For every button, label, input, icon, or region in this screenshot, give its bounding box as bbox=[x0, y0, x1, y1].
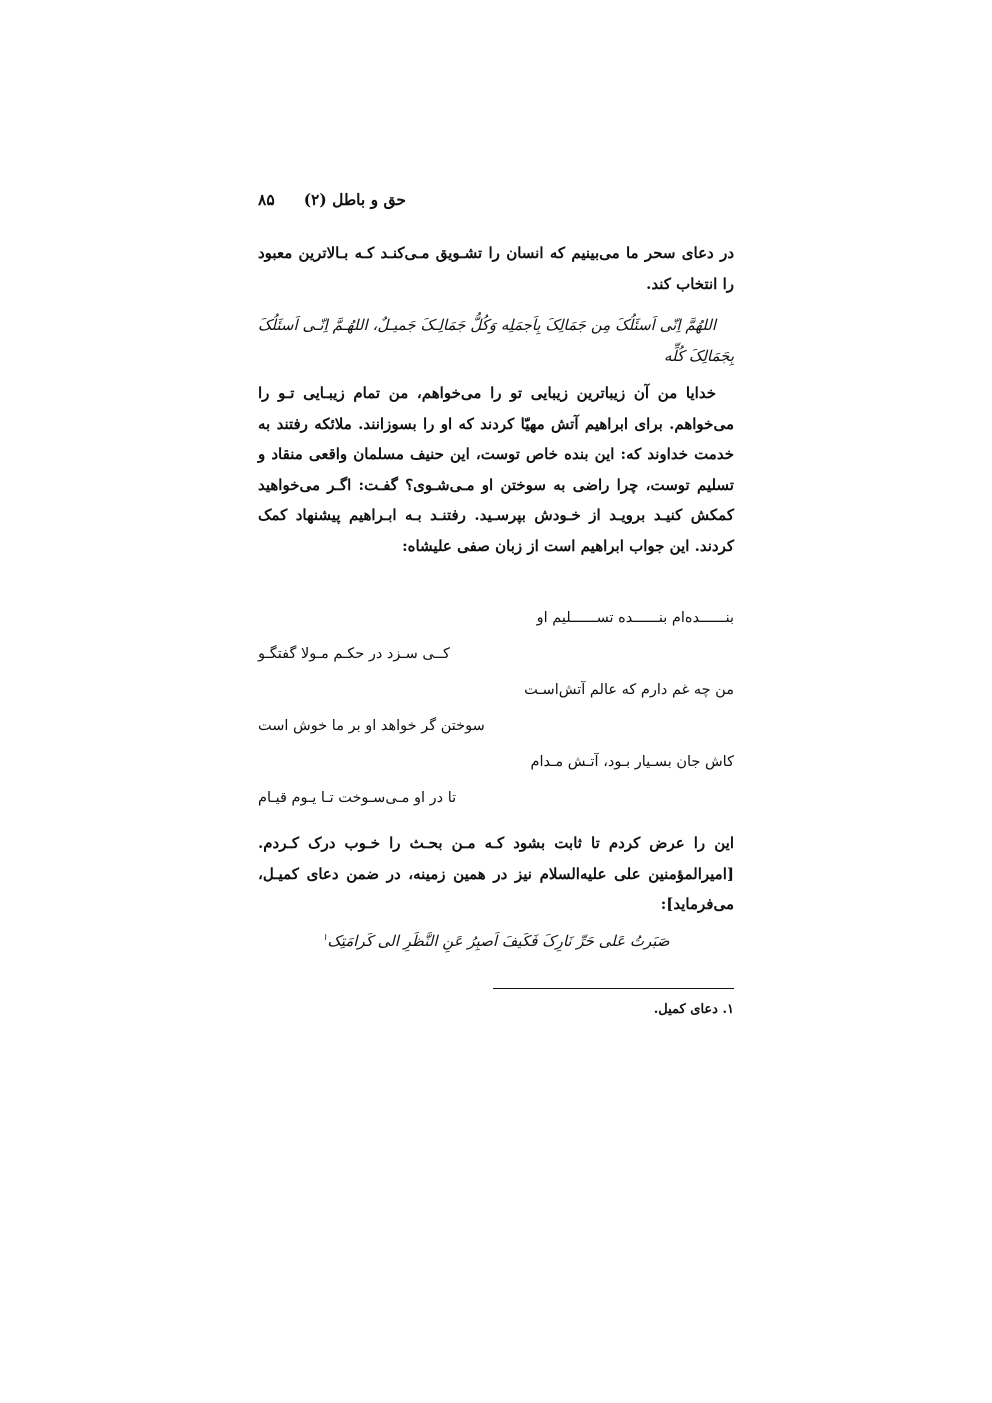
translation-paragraph: خدایا من آن زیباترین زیبایی تو را می‌خواهم، من تمام زیبـایی تـو را می‌خواهم. برای ابراهیم آتش مهیّا کردند که او را بسوزانند. ملائکه رفتند به خدمت خداوند که: این بنده خاص توست، این حنیف مسلمان واقعی منقاد و تسلیم توست، چرا راضی به سوختن او مـی‌شـوی؟ گفـت: اگـر می‌خواهید کمکش کنیـد برویـد از خـودش بپرسـید. رفتنـد بـه ابـراهیم پیشنهاد کمک کردند. این جواب ابراهیم است از زبان صفی علیشاه: bbox=[258, 384, 734, 555]
poem bbox=[258, 610, 734, 810]
conclusion-paragraph: این را عرض کردم تا ثابت بشود کـه مـن بحـث را خـوب درک کـردم. [امیرالمؤمنین علی علیه‌السلام نیز در همین زمینه، در ضمن دعای کمیـل، می‌فرماید]: bbox=[258, 834, 734, 913]
poem-line-3-second-hemistich: تا در او مـی‌سـوخت تـا یـوم قیـام bbox=[258, 790, 457, 806]
arabic-prayer-text: اللهُمَّ اِنّی اَسئَلُکَ مِن جَمَالِکَ بِاَجمَلِه وَکُلُّ جَمَالِـکَ جَمیـلٌ، اللهُـمَّ اِنّـی اَسئَلُکَ بِجَمَالِکَ کُلِّه bbox=[258, 316, 734, 365]
poem-line-1-second-hemistich: کــی سـزد در حکـم مـولا گفتگـو bbox=[258, 646, 450, 662]
running-title: حق و باطل (۲) bbox=[303, 190, 406, 209]
poem-line-2-second-hemistich: سوختن گر خواهد او بر ما خوش است bbox=[258, 718, 485, 734]
poem-line-1-first-hemistich: بنــــــده‌ام بنــــــده تســــــلیم او bbox=[536, 610, 734, 626]
translation-paragraph-block bbox=[258, 378, 734, 561]
footnote-divider bbox=[493, 988, 734, 989]
closing-prayer bbox=[258, 932, 734, 950]
intro-paragraph-block bbox=[258, 238, 734, 299]
intro-paragraph: در دعای سحر ما می‌بینیم که انسان را تشـویق مـی‌کنـد کـه بـالاترین معبود را انتخاب کند. bbox=[258, 244, 734, 293]
page-header bbox=[258, 190, 734, 218]
page-number: ۸۵ bbox=[258, 190, 275, 209]
footnote bbox=[258, 1002, 734, 1017]
closing-prayer-text: صَبَرتُ عَلی حَرِّ نَارِکَ فَکَیفَ اَصبِرُ عَنِ النَّظَرِ الی کَرامَتِک bbox=[327, 932, 670, 950]
prayer-block bbox=[258, 310, 734, 371]
conclusion-paragraph-block bbox=[258, 828, 734, 920]
poem-line-2-first-hemistich: من چه غم دارم که عالم آتش‌اسـت bbox=[524, 682, 734, 698]
poem-line-3-first-hemistich: کاش جان بسـیار بـود، آتـش مـدام bbox=[530, 754, 734, 770]
footnote-text: ۱. دعای کمیل. bbox=[653, 1002, 734, 1017]
footnote-reference: ۱ bbox=[322, 933, 328, 943]
